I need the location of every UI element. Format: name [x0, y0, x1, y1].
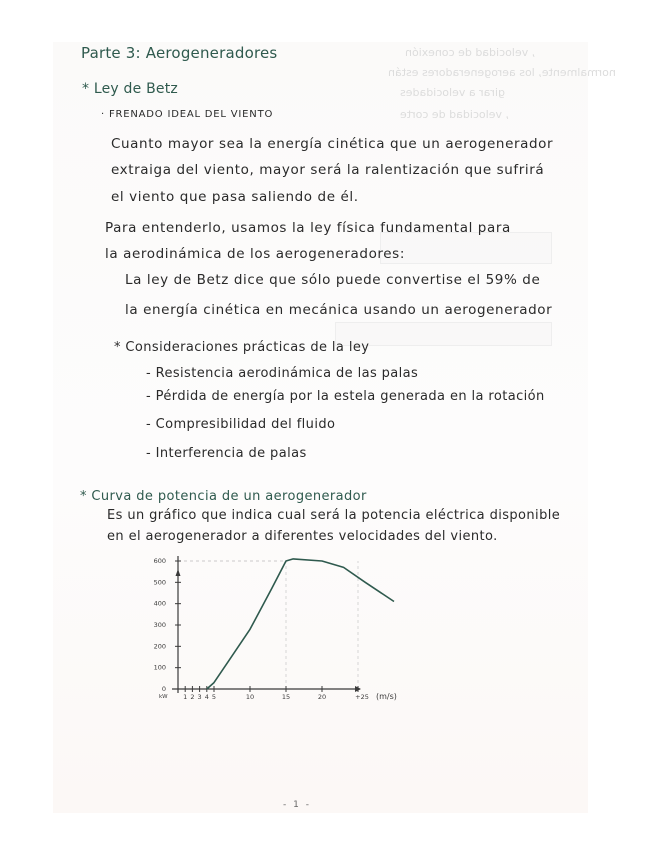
y-axis-arrow-icon: [176, 569, 181, 576]
x-tick-label: 1: [183, 693, 188, 701]
y-tick-label: 300: [153, 621, 166, 629]
section-heading-power-curve: * Curva de potencia de un aerogenerador: [80, 489, 367, 504]
x-tick-label: 4: [204, 693, 209, 701]
x-tick-label: +25: [355, 693, 369, 701]
consideration-item: - Compresibilidad del fluido: [146, 417, 336, 432]
bleed-through-text: girar a velocidades: [400, 86, 505, 99]
subheading-frenado: · FRENADO IDEAL DEL VIENTO: [101, 109, 274, 120]
y-axis-unit: kW: [159, 694, 168, 700]
y-tick-label: 0: [161, 685, 166, 693]
bleed-through-text: normalmente, los aerogeneradores están: [388, 66, 616, 79]
considerations-heading: * Consideraciones prácticas de la ley: [114, 340, 370, 355]
power-curve-line: [207, 559, 394, 689]
y-tick-label: 200: [153, 642, 166, 651]
paragraph-line: Cuanto mayor sea la energía cinética que un aerogenerador: [111, 136, 554, 152]
x-tick-label: 10: [245, 693, 255, 701]
paragraph-line: Para entenderlo, usamos la ley física fundamental para: [105, 220, 511, 236]
consideration-item: - Interferencia de palas: [146, 446, 307, 461]
consideration-item: - Resistencia aerodinámica de las palas: [146, 366, 419, 381]
y-tick-label: 500: [153, 578, 166, 587]
x-tick-label: 2: [190, 693, 195, 701]
power-curve-chart: [140, 548, 400, 708]
bleed-through-text: , velocidad de conexión: [405, 46, 536, 59]
section-heading-betz: * Ley de Betz: [82, 81, 178, 97]
y-tick-label: 600: [153, 557, 166, 565]
paragraph-line: la aerodinámica de los aerogeneradores:: [105, 246, 405, 262]
x-tick-label: 3: [197, 693, 202, 701]
page-number: - 1 -: [283, 800, 311, 810]
bleed-through-box: [380, 232, 552, 264]
bleed-through-text: , velocidad de corte: [400, 108, 509, 121]
law-statement-line: la energía cinética en mecánica usando un aerogenerador: [125, 302, 553, 318]
y-tick-label: 400: [153, 599, 166, 608]
x-tick-label: 5: [211, 693, 217, 701]
paragraph-line: en el aerogenerador a diferentes velocidades del viento.: [107, 529, 498, 544]
paragraph-line: Es un gráfico que indica cual será la potencia eléctrica disponible: [107, 508, 561, 523]
x-axis-unit: (m/s): [376, 692, 397, 701]
law-statement-line: La ley de Betz dice que sólo puede convertise el 59% de: [125, 272, 541, 288]
page-title: Parte 3: Aerogeneradores: [81, 44, 278, 62]
y-tick-label: 100: [153, 663, 166, 672]
x-tick-label: 20: [317, 693, 327, 701]
paragraph-line: el viento que pasa saliendo de él.: [111, 189, 359, 205]
x-tick-label: 15: [281, 693, 291, 701]
paragraph-line: extraiga del viento, mayor será la ralentización que sufrirá: [111, 162, 545, 178]
consideration-item: - Pérdida de energía por la estela generada en la rotación: [146, 389, 545, 404]
